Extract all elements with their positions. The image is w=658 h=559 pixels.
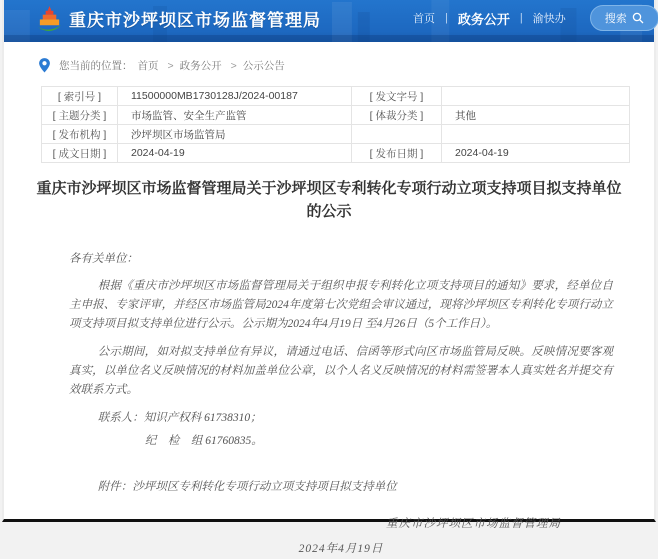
meta-value-publisher: 沙坪坝区市场监管局 (118, 125, 352, 144)
breadcrumb-separator: > (168, 60, 174, 72)
search-button[interactable] (590, 5, 658, 31)
nav-separator: | (520, 12, 523, 24)
salutation: 各有关单位： (69, 250, 613, 269)
site-header (4, 0, 654, 42)
paragraph-2: 公示期间，如对拟支持单位有异议，请通过电话、信函等形式向区市场监管局反映。反映情况要客观真实，以单位名义反映情况的材料加盖单位公章，以个人名义反映情况的材料需签署本人真实姓名并提交有效联系方式。 (69, 343, 613, 400)
meta-label-doc-no: [ 发文字号 ] (352, 87, 442, 106)
table-row (42, 106, 630, 125)
contact-line-ip-office: 联系人：知识产权科 61738310； (69, 409, 613, 428)
table-row (42, 125, 630, 144)
breadcrumb-item-notices[interactable]: 公示公告 (243, 58, 285, 73)
site-title: 重庆市沙坪坝区市场监督管理局 (69, 6, 321, 31)
document-meta-table (41, 86, 630, 163)
meta-value-topic: 市场监管、安全生产监管 (118, 106, 352, 125)
location-pin-icon (38, 58, 51, 73)
meta-label-genre: [ 体裁分类 ] (352, 106, 442, 125)
breadcrumb-item-gov-info[interactable]: 政务公开 (180, 58, 222, 73)
site-brand[interactable] (36, 5, 321, 32)
meta-value-doc-no (442, 87, 630, 106)
page (2, 0, 656, 522)
search-button-label: 搜索 (605, 10, 627, 26)
meta-label-index-no: [ 索引号 ] (42, 87, 118, 106)
issuing-authority-signature: 重庆市沙坪坝区市场监督管理局 (69, 515, 613, 534)
meta-value-written-date: 2024-04-19 (118, 144, 352, 163)
document-title: 重庆市沙坪坝区市场监督管理局关于沙坪坝区专利转化专项行动立项支持项目拟支持单位的公示 (31, 177, 627, 224)
paragraph-1: 根据《重庆市沙坪坝区市场监督管理局关于组织申报专利转化立项支持项目的通知》要求，经单位自主申报、专家评审，并经区市场监管局2024年度第七次党组会审议通过，现将沙坪坝区专利转化专项行动立项支持项目拟支持单位进行公示。公示期为2024年4月19日 至4月26日（5个工作日）。 (69, 277, 613, 334)
nav-item-gov-info[interactable]: 政务公开 (458, 9, 510, 28)
attachment-line: 附件：沙坪坝区专利转化专项行动立项支持项目拟支持单位 (69, 478, 613, 497)
site-logo-icon (36, 5, 63, 32)
meta-label-empty (352, 125, 442, 144)
main-nav (413, 5, 658, 31)
meta-label-publish-date: [ 发布日期 ] (352, 144, 442, 163)
meta-value-genre: 其他 (442, 106, 630, 125)
meta-label-written-date: [ 成文日期 ] (42, 144, 118, 163)
header-bottom-strip (4, 35, 654, 42)
meta-value-index-no: 11500000MB1730128J/2024-00187 (118, 87, 352, 106)
contact-line-discipline-group: 纪 检 组 61760835。 (69, 432, 613, 451)
nav-separator: | (445, 12, 448, 24)
nav-item-yukuaiban[interactable]: 渝快办 (533, 10, 566, 26)
breadcrumb-prefix: 您当前的位置： (59, 58, 133, 73)
breadcrumb-item-home[interactable]: 首页 (138, 58, 159, 73)
meta-value-empty (442, 125, 630, 144)
meta-value-publish-date: 2024-04-19 (442, 144, 630, 163)
breadcrumb (4, 42, 654, 73)
meta-label-publisher: [ 发布机构 ] (42, 125, 118, 144)
meta-label-topic: [ 主题分类 ] (42, 106, 118, 125)
nav-item-home[interactable]: 首页 (413, 10, 435, 26)
issue-date: 2024年4月19日 (69, 540, 613, 559)
search-icon (632, 12, 644, 24)
table-row (42, 87, 630, 106)
table-row (42, 144, 630, 163)
document-body (69, 250, 613, 559)
breadcrumb-separator: > (231, 60, 237, 72)
